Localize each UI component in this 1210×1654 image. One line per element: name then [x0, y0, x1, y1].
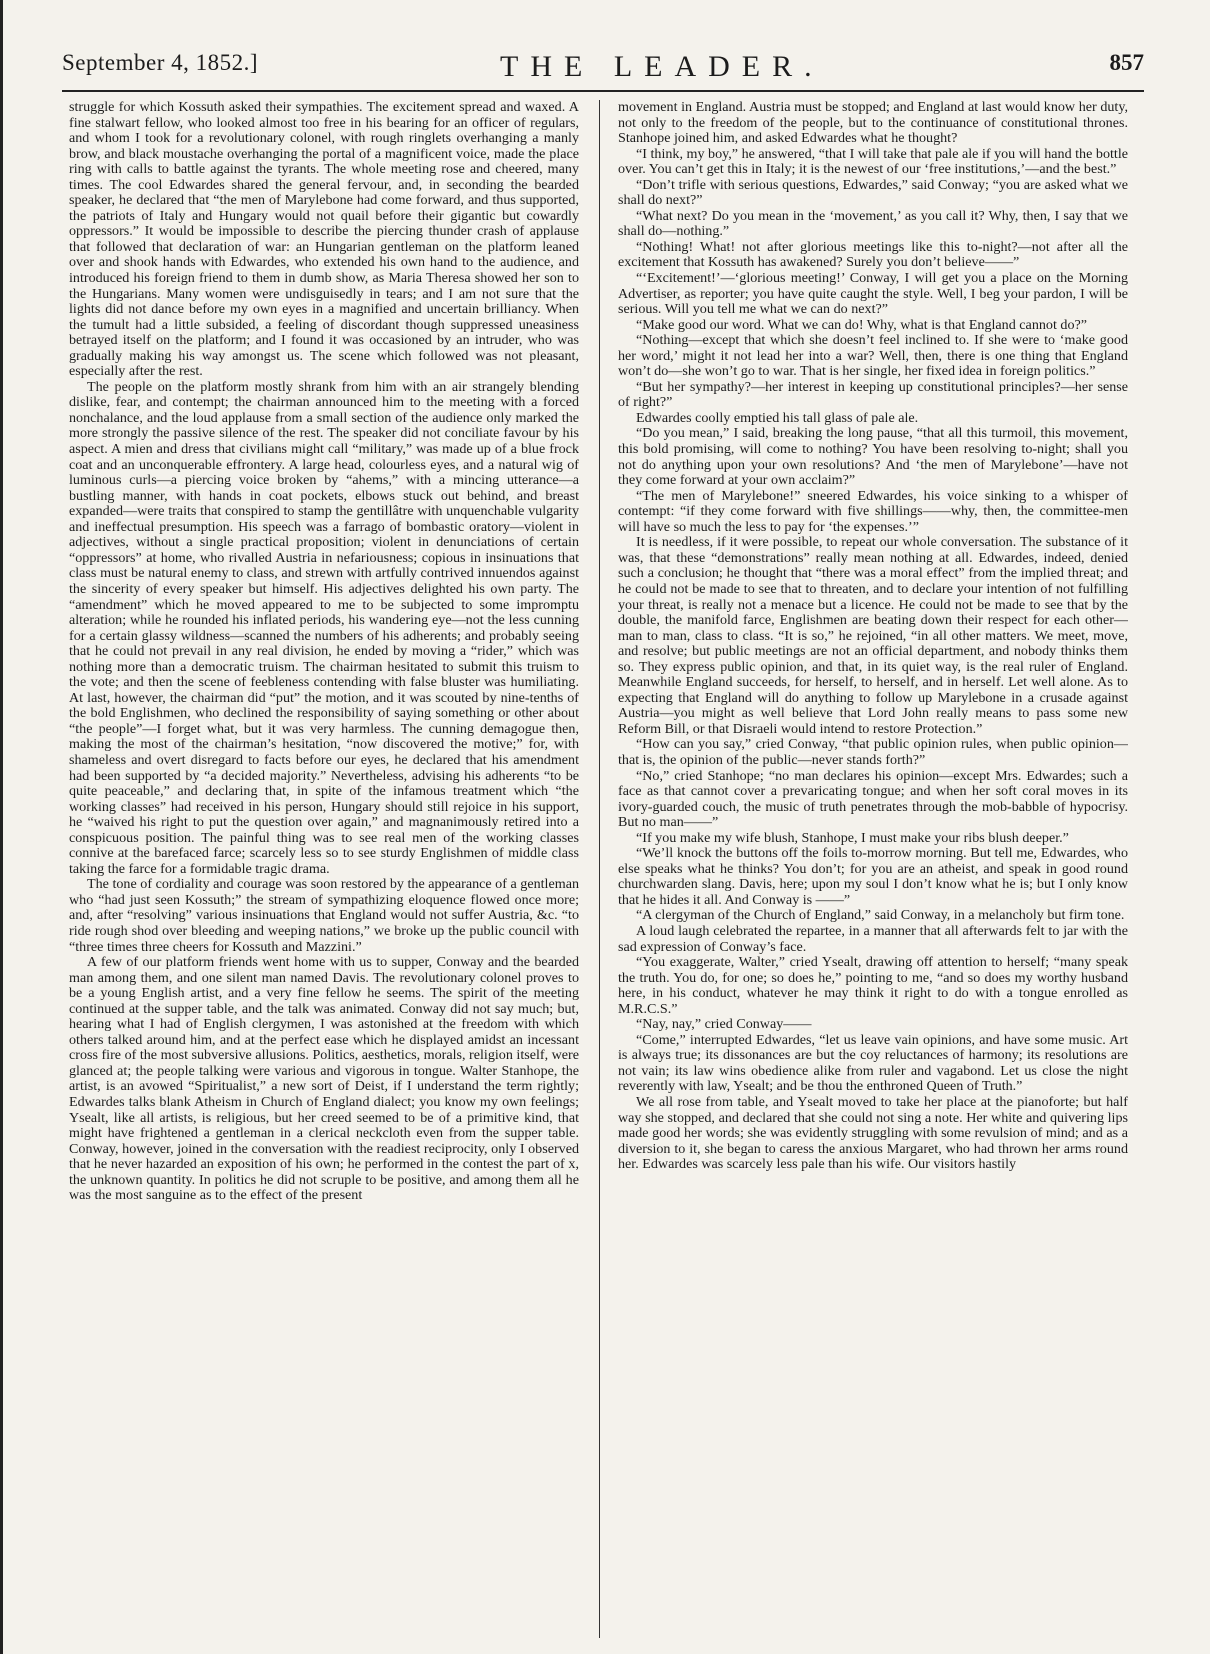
paragraph: “A clergyman of the Church of England,” said Conway, in a melancholy but firm tone. [636, 907, 1125, 924]
paragraph: Edwardes coolly emptied his tall glass of pale ale. [636, 409, 919, 426]
paragraph: “Do you mean,” I said, breaking the long pause, “that all this turmoil, this movement, this bold promising, will come to nothing? You have been resolving to-night; shall you not do anything upon your own resolutions? And ‘the men of Marylebone’—have not they come forward at your own acclaim?” [618, 425, 1128, 489]
page-edge [0, 0, 3, 1654]
publication-title: THE LEADER. [500, 50, 824, 83]
paragraph: movement in England. Austria must be stopped; and England at last would know her duty, not only to the freedom of the people, but to the continuance of constitutional thrones. Stanhope joined him, and asked Edwardes what he thought? [618, 100, 1128, 147]
paragraph: The tone of cordiality and courage was soon restored by the appearance of a gentleman who “had just seen Kossuth;” the stream of sympathizing eloquence flowed once more; and, after “resolving” various insinuations that England would not suffer Austria, &c. “to ride rough shod over bleeding and weeping nations,” we broke up the public council with “three times three cheers for Kossuth and Mazzini.” [69, 876, 579, 955]
paragraph: A few of our platform friends went home with us to supper, Conway and the bearded man among them, and one silent man named Davis. The revolutionary colonel proves to be a young English artist, and a very fine fellow he seems. The spirit of the meeting continued at the supper table, and the talk was animated. Conway did not say much; but, hearing what I had of English clergymen, I was astonished at the freedom with which others talked around him, and at the perfect ease which he displayed amidst an incessant cross fire of the most subversive allusions. Politics, aesthetics, morals, religion itself, were glanced at; the people talking were various and vigorous in tongue. Walter Stanhope, the artist, is an avowed “Spiritualist,” a new sort of Deist, if I understand the term rightly; Edwardes talks blank Atheism in Church of England dialect; you know my own feelings; Ysealt, like all artists, is religious, but her creed seemed to be of a primitive kind, that might have frightened a gentleman in a clerical neckcloth even from the supper table. Conway, however, joined in the conversation with the readiest reciprocity, only I observed that he never hazarded an exposition of his own; he performed in the contest the part of x, the unknown quantity. In politics he did not scruple to be positive, and among them all he was the most sanguine as to the effect of the present [69, 954, 579, 1204]
page-number: 857 [1109, 50, 1144, 75]
issue-date: September 4, 1852.] [62, 50, 259, 75]
paragraph: “You exaggerate, Walter,” cried Ysealt, drawing off attention to herself; “many speak the truth. You do, for one; so does he,” pointing to me, “and so does my worthy husband here, in his conduct, whatever he may think it right to do with a tongue enrolled as M.R.C.S.” [618, 954, 1128, 1017]
paragraph: “Nothing! What! not after glorious meetings like this to-night?—not after all the excitement that Kossuth has awakened? Surely you don’t believe——” [618, 238, 1128, 271]
paragraph: “‘Excitement!’—‘glorious meeting!’ Conway, I will get you a place on the Morning Advertiser, as reporter; you have quite caught the style. Well, I beg your pardon, I will be serious. Will you tell me what we can do next?” [618, 270, 1128, 318]
paragraph: “Nay, nay,” cried Conway—— [636, 1016, 812, 1033]
paragraph: “Don’t trifle with serious questions, Edwardes,” said Conway; “you are asked what we shall do next?” [618, 176, 1128, 209]
column-rule [599, 100, 600, 1638]
paragraph: A loud laugh celebrated the repartee, in a manner that all afterwards felt to jar with the sad expression of Conway’s face. [618, 922, 1128, 955]
paragraph: struggle for which Kossuth asked their sympathies. The excitement spread and waxed. A fine stalwart fellow, who looked almost too free in his bearing for an officer of regulars, and whom I took for a revolutionary colonel, with rough ringlets overhanging a manly brow, and black moustache overhanging the portal of a magnificent voice, made the place ring with calls to battle against the tyrants. The whole meeting rose and cheered, many times. The cool Edwardes shared the general fervour, and, in seconding the bearded speaker, he declared that “the men of Marylebone had come forward, and thus supported, the patriots of Italy and Hungary would not quail before their gigantic but cowardly oppressors.” It would be impossible to describe the piercing thunder crash of applause that followed that declaration of war: an Hungarian gentleman on the platform leaned over and shook hands with Edwardes, who extended his own hand to the audience, and introduced his foreign friend to them in dumb show, as Maria Theresa showed her son to the Hungarians. Many women were undisguisedly in tears; and I am not sure that the lights did not dance before my own eyes in a magnified and uncertain brilliancy. When the tumult had a little subsided, a feeling of discordant though suppressed uneasiness betrayed itself on the platform; and I found it was occasioned by an intruder, who was gradually making his way amongst us. The scene which followed was not pleasant, especially after the rest. [69, 100, 579, 380]
left-column [69, 100, 579, 1640]
paragraph: “No,” cried Stanhope; “no man declares his opinion—except Mrs. Edwardes; such a face as that cannot cover a prevaricating tongue; and when her soft coral moves in its ivory-guarded couch, the music of truth penetrates through the mob-babble of hypocrisy. But no man——” [618, 767, 1128, 831]
paragraph: “If you make my wife blush, Stanhope, I must make your ribs blush deeper.” [636, 829, 1069, 846]
paragraph: “But her sympathy?—her interest in keeping up constitutional principles?—her sense of right?” [618, 378, 1128, 411]
paragraph: “How can you say,” cried Conway, “that public opinion rules, when public opinion—that is, the opinion of the public—never stands forth?” [618, 736, 1128, 768]
paragraph: “I think, my boy,” he answered, “that I will take that pale ale if you will hand the bottle over. You can’t get this in Italy; it is the newest of our ‘free institutions,’—and the best.” [618, 145, 1128, 178]
paragraph: “We’ll knock the buttons off the foils to-morrow morning. But tell me, Edwardes, who else speaks what he thinks? You don’t; for you are an atheist, and speak in good round churchwarden slang. Davis, here; upon my soul I don’t know what he is; but I only know that he hides it all. And Conway is ——” [618, 845, 1128, 908]
paragraph: “Make good our word. What we can do! Why, what is that England cannot do?” [636, 316, 1087, 333]
paragraph: “What next? Do you mean in the ‘movement,’ as you call it? Why, then, I say that we shall do—nothing.” [618, 207, 1128, 240]
right-column [618, 100, 1128, 1640]
paragraph: “Nothing—except that which she doesn’t feel inclined to. If she were to ‘make good her word,’ might it not lead her into a war? Well, then, there is one thing that England won’t do—she won’t go to war. That is her single, her fixed idea in foreign politics.” [618, 332, 1128, 380]
masthead [62, 50, 1144, 92]
paragraph: “The men of Marylebone!” sneered Edwardes, his voice sinking to a whisper of contempt: “if they come forward with five shillings——why, then, the committee-men will have so much the less to pay for ‘the expenses.’” [618, 487, 1128, 535]
paragraph: The people on the platform mostly shrank from him with an air strangely blending dislike, fear, and contempt; the chairman announced him to the meeting with a forced nonchalance, and the loud applause from a small section of the audience only marked the more strongly the passive silence of the rest. The speaker did not conciliate favour by his aspect. A mien and dress that civilians might call “military,” was made up of a blue frock coat and an unconquerable effrontery. A large head, colourless eyes, and a natural wig of luminous curls—a piercing voice broken by “ahems,” with a mincing utterance—a bustling manner, with hands in coat pockets, elbows stuck out behind, and breast expanded—were traits that conspired to stamp the gentillâtre with unquenchable vulgarity and ineffectual presumption. His speech was a farrago of bombastic oratory—violent in adjectives, without a single practical proposition; violent in denunciations of certain “oppressors” at home, who rivalled Austria in nefariousness; copious in insinuations that class must be natural enemy to class, and strewn with artfully contrived innuendos against the sincerity of every speaker but himself. His adjectives delighted his own party. The “amendment” which he moved appeared to me to be subjected to some impromptu alteration; while he rounded his inflated periods, his wandering eye—not the less cunning for a certain glassy wildness—scanned the numbers of his adherents; and probably seeing that he could not prevail in any real division, he ended by moving a “rider,” which was nothing more than a democratic truism. The chairman hesitated to submit this truism to the vote; and then the scene of feebleness contending with false bluster was humiliating. At last, however, the chairman did “put” the motion, and it was scouted by nine-tenths of the bold Englishmen, who declined the responsibility of saying something or other about “the people”—I forget what, but it was very harmless. The cunning demagogue then, making the most of the chairman’s hesitation, “now discovered the motive;” for, with shameless and overt disregard to facts before our eyes, he declared that his amendment had been supported by “a decided majority.” Nevertheless, advising his adherents “to be quite peaceable,” and declaring that, in spite of the infamous treatment which “the working classes” had received in his person, Hungary should still rejoice in his support, he “waived his right to put the question over again,” and magnanimously retired into a conspicuous position. The painful thing was to see real men of the working classes connive at the barefaced farce; scarcely less so to see sturdy Englishmen of middle class taking the farce for a formidable tragic drama. [69, 378, 579, 877]
paragraph: “Come,” interrupted Edwardes, “let us leave vain opinions, and have some music. Art is always true; its dissonances are but the coy reluctances of harmony; its resolutions are not vain; its law wins obedience alike from ruler and vagabond. Let us close the night reverently with law, Ysealt; and be thou the enthroned Queen of Truth.” [618, 1031, 1128, 1095]
paragraph: We all rose from table, and Ysealt moved to take her place at the pianoforte; but half way she stopped, and declared that she could not sing a note. Her white and quivering lips made good her words; she was evidently struggling with some revulsion of mind; and as a diversion to it, she began to caress the anxious Margaret, who had thrown her arms round her. Edwardes was scarcely less pale than his wife. Our visitors hastily [618, 1094, 1128, 1173]
paragraph: It is needless, if it were possible, to repeat our whole conversation. The substance of it was, that these “demonstrations” really mean nothing at all. Edwardes, indeed, denied such a conclusion; he thought that “there was a moral effect” from the implied threat; and he could not be made to see that to threaten, and to declare your intention of not fulfilling your threat, is really not a menace but a licence. He could not be made to see that by the double, the manifold farce, Englishmen are beating down their respect for each other—man to man, class to class. “It is so,” he rejoined, “in all other matters. We meet, move, and resolve; but public meetings are not an official department, and nobody thinks them so. They express public opinion, and that, in its quiet way, is the real ruler of England. Meanwhile England succeeds, for herself, to herself, and in herself. Let well alone. As to expecting that England will do anything to follow up Marylebone in a crusade against Austria—you might as well believe that Lord John really means to pass some new Reform Bill, or that Disraeli would intend to restore Protection.” [618, 534, 1128, 737]
